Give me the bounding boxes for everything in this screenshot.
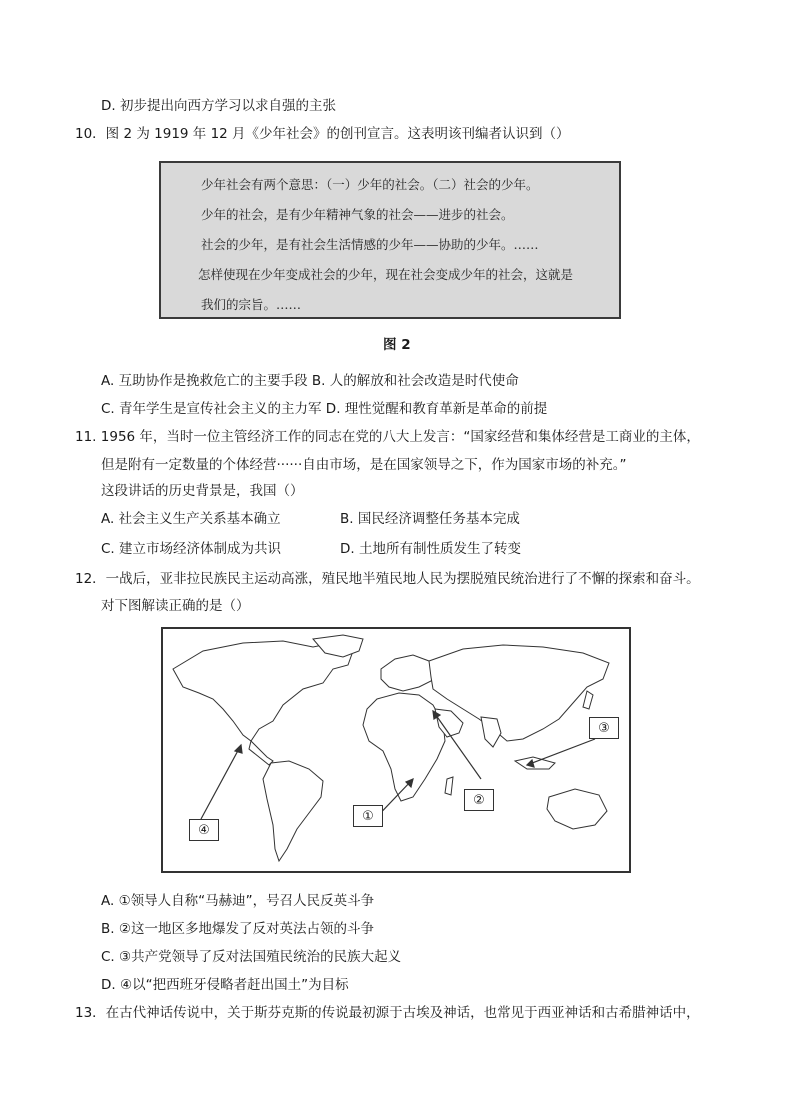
q12-option-b: B. ②这一地区多地爆发了反对英法占领的斗争 [101, 921, 374, 937]
quote-line-5: 我们的宗旨。…… [201, 297, 302, 312]
south-america-shape [263, 761, 323, 861]
indonesia-shape [515, 757, 555, 769]
q10-quote-box [159, 161, 621, 319]
madagascar-shape [445, 777, 453, 795]
q11-option-b: B. 国民经济调整任务基本完成 [340, 511, 520, 527]
world-map-drawing [163, 629, 629, 871]
australia-shape [547, 789, 607, 829]
quote-line-3: 社会的少年，是有社会生活情感的少年——协助的少年。…… [201, 237, 539, 252]
quote-line-1: 少年社会有两个意思：（一）少年的社会。（二）社会的少年。 [201, 177, 539, 192]
q12-option-a: A. ①领导人自称“马赫迪”，号召人民反英斗争 [101, 893, 375, 909]
q9-option-d: D. 初步提出向西方学习以求自强的主张 [101, 98, 336, 114]
japan-shape [583, 691, 593, 709]
quote-line-4: 怎样使现在少年变成社会的少年，现在社会变成少年的社会，这就是 [173, 267, 574, 282]
q12-stem-line-1: 12．一战后，亚非拉民族民主运动高涨，殖民地半殖民地人民为摆脱殖民统治进行了不懈的探索和奋斗。 [75, 571, 700, 587]
map-label-2: ② [464, 789, 494, 811]
map-label-3: ③ [589, 717, 619, 739]
central-america-shape [249, 741, 273, 765]
world-map [161, 627, 631, 873]
q11-stem-line-2: 但是附有一定数量的个体经营······自由市场，是在国家领导之下，作为国家市场的补充。” [101, 457, 627, 473]
q13-stem-line-1: 13．在古代神话传说中，关于斯芬克斯的传说最初源于古埃及神话，也常见于西亚神话和古希腊神话中， [75, 1005, 700, 1021]
india-shape [481, 717, 501, 747]
q11-stem-line-1: 11. 1956 年，当时一位主管经济工作的同志在党的八大上发言：“国家经营和集体经营是工商业的主体， [75, 429, 700, 445]
map-label-4: ④ [189, 819, 219, 841]
north-america-shape [173, 641, 353, 741]
map-label-1: ① [353, 805, 383, 827]
q11-option-d: D. 土地所有制性质发生了转变 [340, 541, 521, 557]
q12-option-c: C. ③共产党领导了反对法国殖民统治的民族大起义 [101, 949, 402, 965]
q10-options-cd: C. 青年学生是宣传社会主义的主力军 D. 理性觉醒和教育革新是革命的前提 [101, 401, 548, 417]
q12-option-d: D. ④以“把西班牙侵略者赶出国土”为目标 [101, 977, 349, 993]
q11-stem-line-3: 这段讲话的历史背景是，我国（） [101, 483, 304, 499]
q12-stem-line-2: 对下图解读正确的是（） [101, 598, 250, 614]
q11-option-c: C. 建立市场经济体制成为共识 [101, 541, 282, 557]
africa-shape [363, 693, 445, 801]
q11-option-a: A. 社会主义生产关系基本确立 [101, 511, 281, 527]
q10-stem: 10．图 2 为 1919 年 12 月《少年社会》的创刊宣言。这表明该刊编者认识到（） [75, 126, 570, 142]
quote-line-2: 少年的社会，是有少年精神气象的社会——进步的社会。 [201, 207, 514, 222]
figure-caption: 图 2 [383, 337, 411, 353]
q10-options-ab: A. 互助协作是挽救危亡的主要手段 B. 人的解放和社会改造是时代使命 [101, 373, 519, 389]
